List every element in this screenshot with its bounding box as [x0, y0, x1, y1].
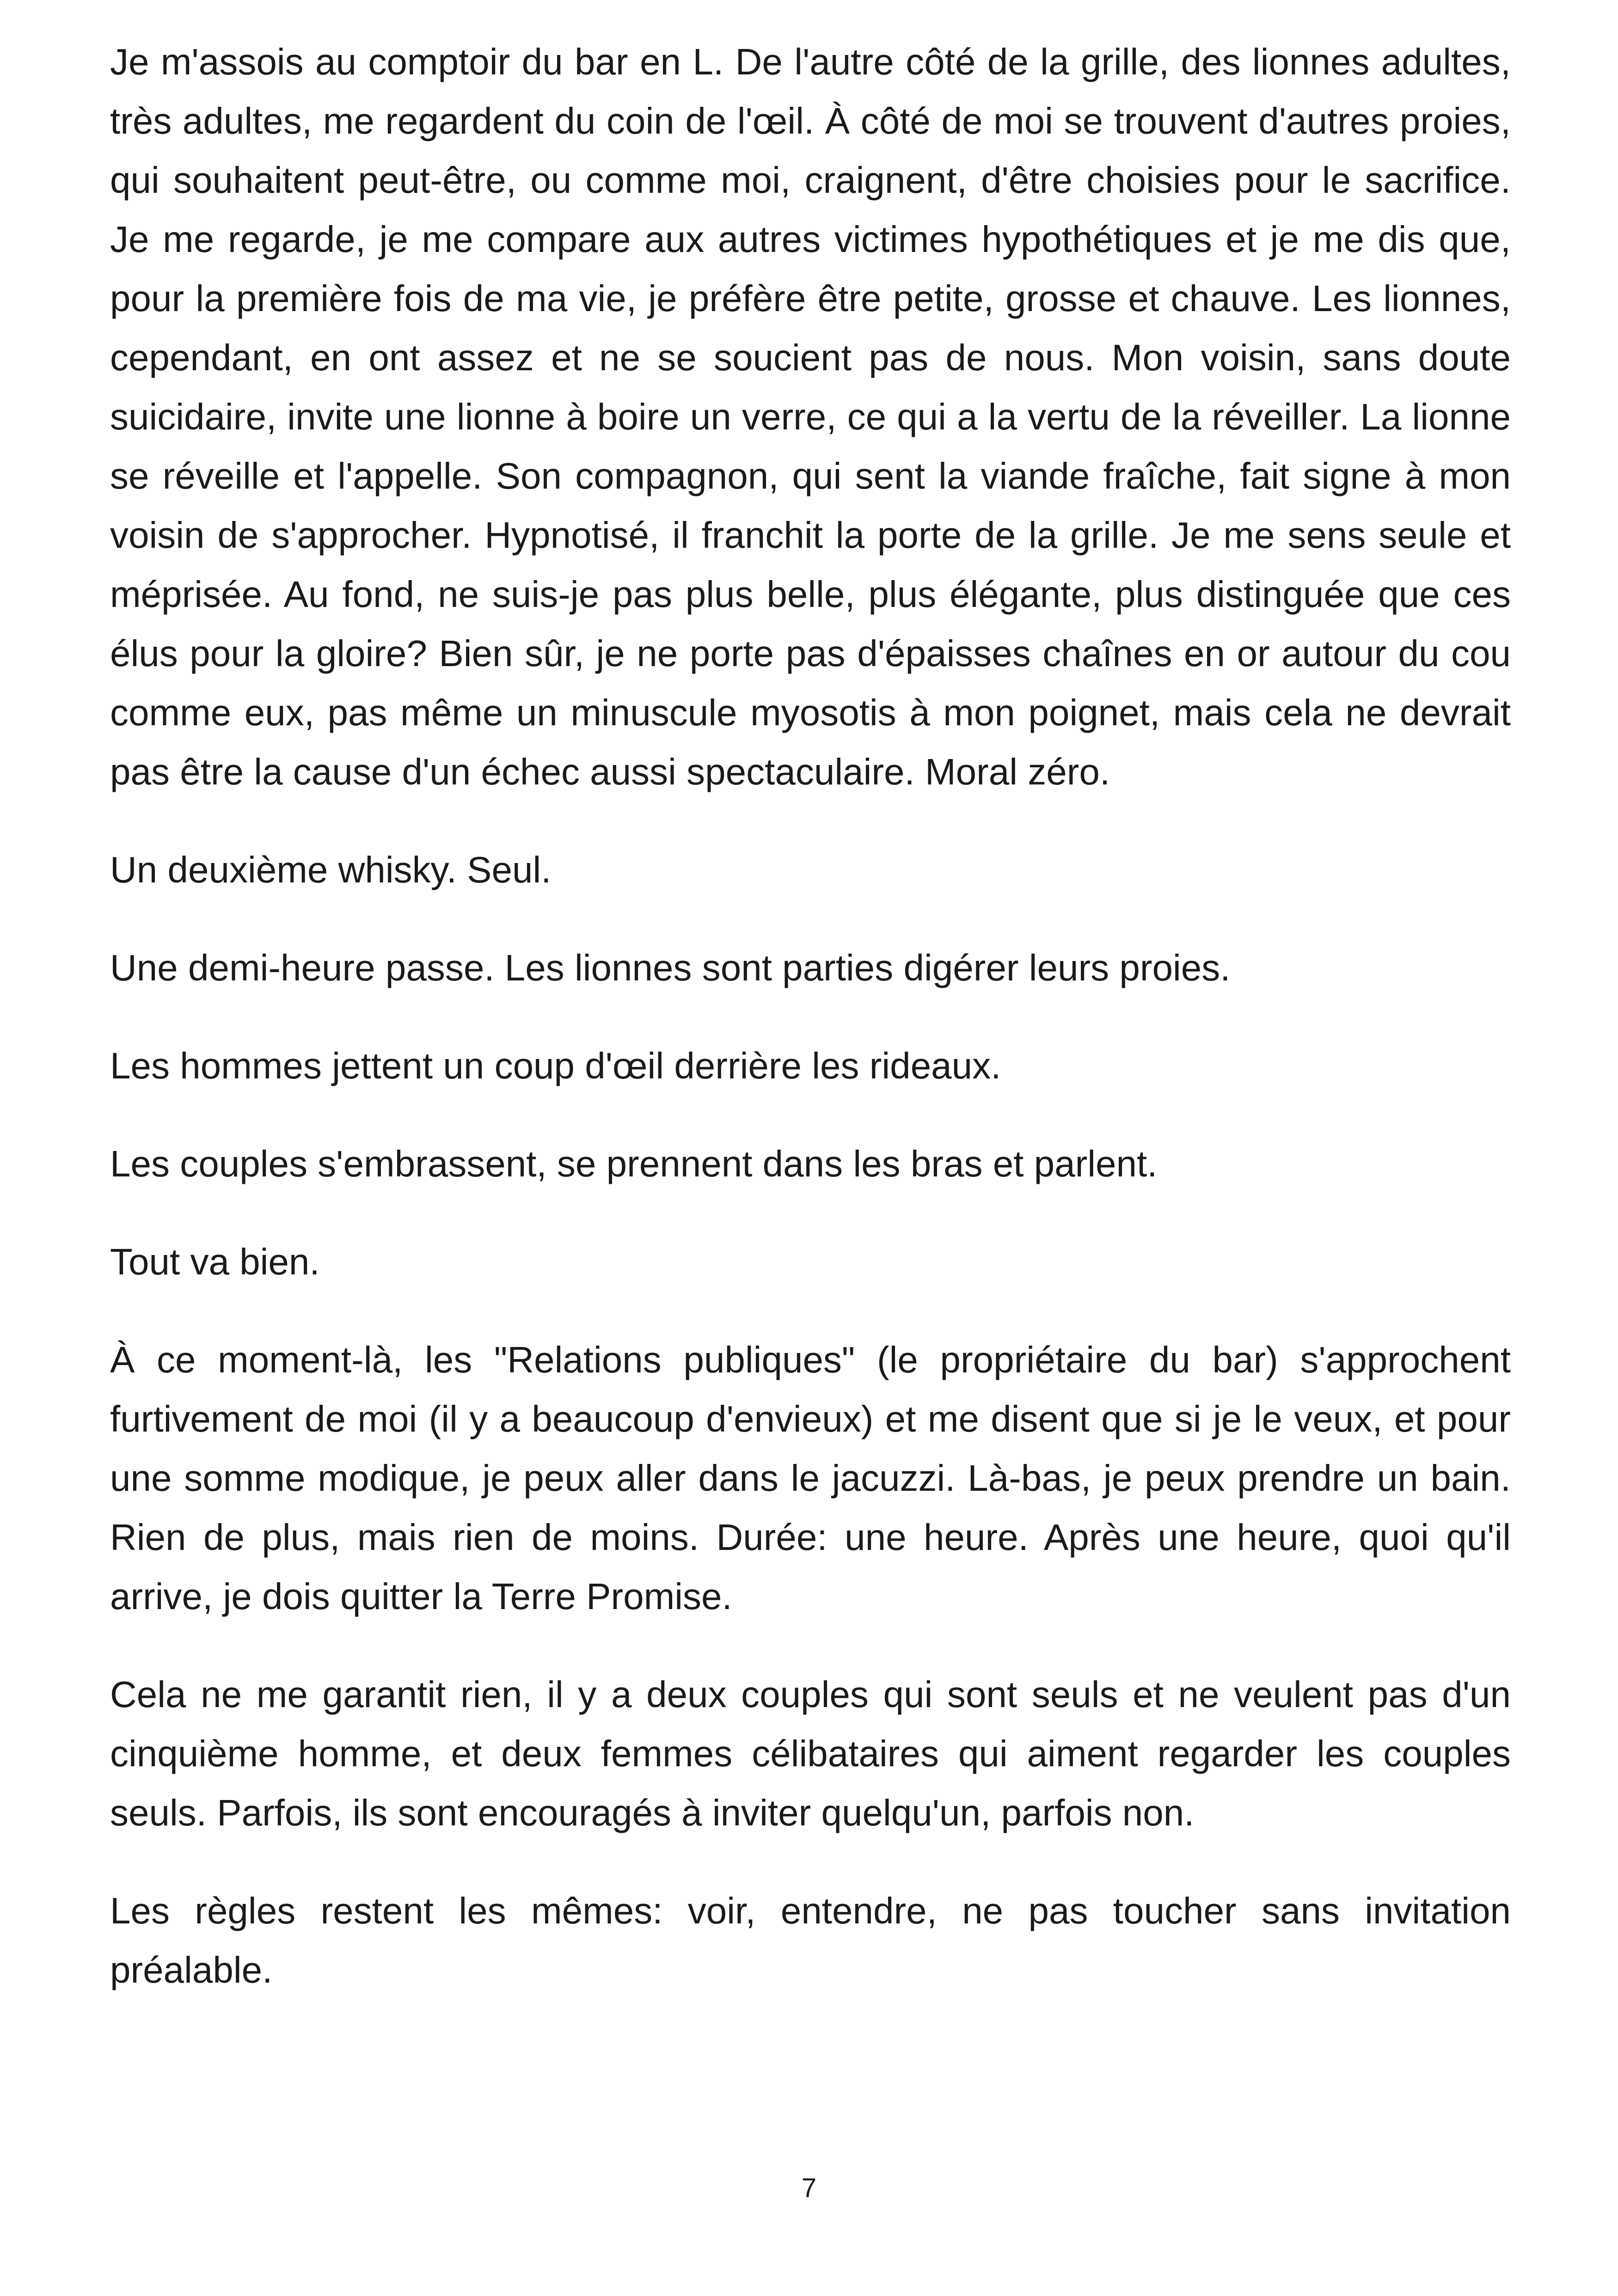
paragraph-6: Tout va bien.	[110, 1241, 320, 1282]
page-number: 7	[801, 2173, 817, 2203]
body-text	[110, 32, 1511, 2000]
paragraph-7: À ce moment-là, les "Relations publiques" (le propriétaire du bar) s'approchent furtivement de moi (il y a beaucoup d'envieux) et me disent que si je le veux, et pour une somme modique, je peux aller dans le jacuzzi. Là-bas, je peux prendre un bain. Rien de plus, mais rien de moins. Durée: une heure. Après une heure, quoi qu'il arrive, je dois quitter la Terre Promise.	[110, 1339, 1511, 1617]
paragraph-3: Une demi-heure passe. Les lionnes sont parties digérer leurs proies.	[110, 947, 1231, 988]
paragraph-2: Un deuxième whisky. Seul.	[110, 849, 552, 890]
paragraph-8: Cela ne me garantit rien, il y a deux couples qui sont seuls et ne veulent pas d'un cinquième homme, et deux femmes célibataires qui aiment regarder les couples seuls. Parfois, ils sont encouragés à inviter quelqu'un, parfois non.	[110, 1674, 1511, 1833]
paragraph-1: Je m'assois au comptoir du bar en L. De l'autre côté de la grille, des lionnes adultes, très adultes, me regardent du coin de l'œil. À côté de moi se trouvent d'autres proies, qui souhaitent peut-être, ou comme moi, craignent, d'être choisies pour le sacrifice. Je me regarde, je me compare aux autres victimes hypothétiques et je me dis que, pour la première fois de ma vie, je préfère être petite, grosse et chauve. Les lionnes, cependant, en ont assez et ne se soucient pas de nous. Mon voisin, sans doute suicidaire, invite une lionne à boire un verre, ce qui a la vertu de la réveiller. La lionne se réveille et l'appelle. Son compagnon, qui sent la viande fraîche, fait signe à mon voisin de s'approcher. Hypnotisé, il franchit la porte de la grille. Je me sens seule et méprisée. Au fond, ne suis-je pas plus belle, plus élégante, plus distinguée que ces élus pour la gloire? Bien sûr, je ne porte pas d'épaisses chaînes en or autour du cou comme eux, pas même un minuscule myosotis à mon poignet, mais cela ne devrait pas être la cause d'un échec aussi spectaculaire. Moral zéro.	[110, 41, 1511, 792]
paragraph-9: Les règles restent les mêmes: voir, entendre, ne pas toucher sans invitation préalable.	[110, 1890, 1511, 1990]
paragraph-5: Les couples s'embrassent, se prennent dans les bras et parlent.	[110, 1143, 1158, 1184]
paragraph-4: Les hommes jettent un coup d'œil derrière les rideaux.	[110, 1045, 1001, 1086]
